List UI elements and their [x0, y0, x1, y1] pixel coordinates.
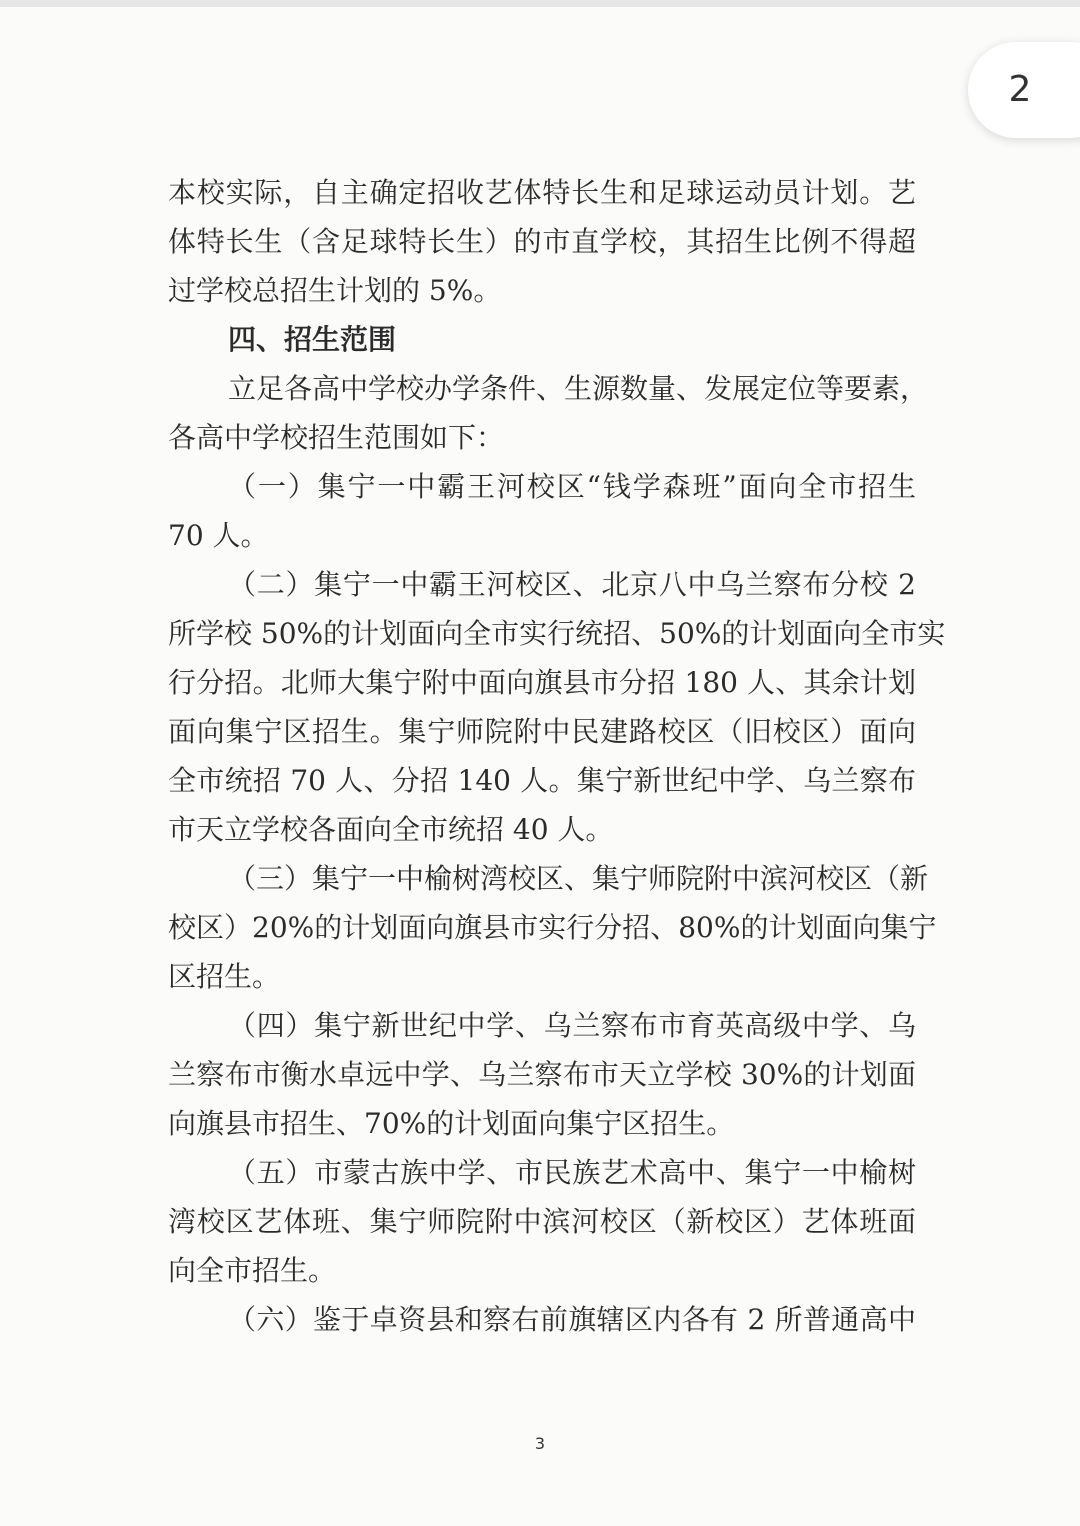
paragraph-line: 全市统招 70 人、分招 140 人。集宁新世纪中学、乌兰察布	[168, 764, 916, 797]
paragraph-line: 所学校 50%的计划面向全市实行统招、50%的计划面向全市实	[168, 617, 946, 650]
paragraph-line: 校区）20%的计划面向旗县市实行分招、80%的计划面向集宁	[168, 911, 937, 944]
paragraph-line: 兰察布市衡水卓远中学、乌兰察布市天立学校 30%的计划面	[168, 1058, 916, 1091]
top-edge-strip	[0, 0, 1080, 7]
section-heading: 四、招生范围	[228, 323, 397, 356]
paragraph-line: 区招生。	[168, 960, 281, 993]
paragraph-line: 体特长生（含足球特长生）的市直学校，其招生比例不得超	[168, 225, 916, 258]
paragraph-line: 湾校区艺体班、集宁师院附中滨河校区（新校区）艺体班面	[168, 1205, 916, 1238]
paragraph-line: 本校实际，自主确定招收艺体特长生和足球运动员计划。艺	[168, 176, 916, 209]
paragraph-line: （四）集宁新世纪中学、乌兰察布市育英高级中学、乌	[228, 1009, 916, 1042]
paragraph-line: （一）集宁一中霸王河校区“钱学森班”面向全市招生	[228, 470, 916, 503]
page-number: 3	[534, 1434, 546, 1453]
paragraph-line: 市天立学校各面向全市统招 40 人。	[168, 813, 614, 846]
paragraph-line: 向全市招生。	[168, 1254, 337, 1287]
paragraph-line: 立足各高中学校办学条件、生源数量、发展定位等要素，	[228, 372, 929, 405]
paragraph-line: （三）集宁一中榆树湾校区、集宁师院附中滨河校区（新	[228, 862, 929, 895]
paragraph-line: 面向集宁区招生。集宁师院附中民建路校区（旧校区）面向	[168, 715, 916, 748]
document-body	[168, 168, 946, 1344]
paragraph-line: （六）鉴于卓资县和察右前旗辖区内各有 2 所普通高中	[228, 1303, 916, 1336]
paragraph-line: 70 人。	[168, 519, 269, 552]
paragraph-line: （二）集宁一中霸王河校区、北京八中乌兰察布分校 2	[228, 568, 916, 601]
page-indicator-badge	[968, 42, 1080, 138]
paragraph-line: （五）市蒙古族中学、市民族艺术高中、集宁一中榆树	[228, 1156, 916, 1189]
paragraph-line: 行分招。北师大集宁附中面向旗县市分招 180 人、其余计划	[168, 666, 916, 699]
paragraph-line: 各高中学校招生范围如下：	[168, 421, 505, 454]
paragraph-line: 向旗县市招生、70%的计划面向集宁区招生。	[168, 1107, 735, 1140]
page-indicator-number: 2	[1008, 69, 1032, 110]
paragraph-line: 过学校总招生计划的 5%。	[168, 274, 502, 307]
